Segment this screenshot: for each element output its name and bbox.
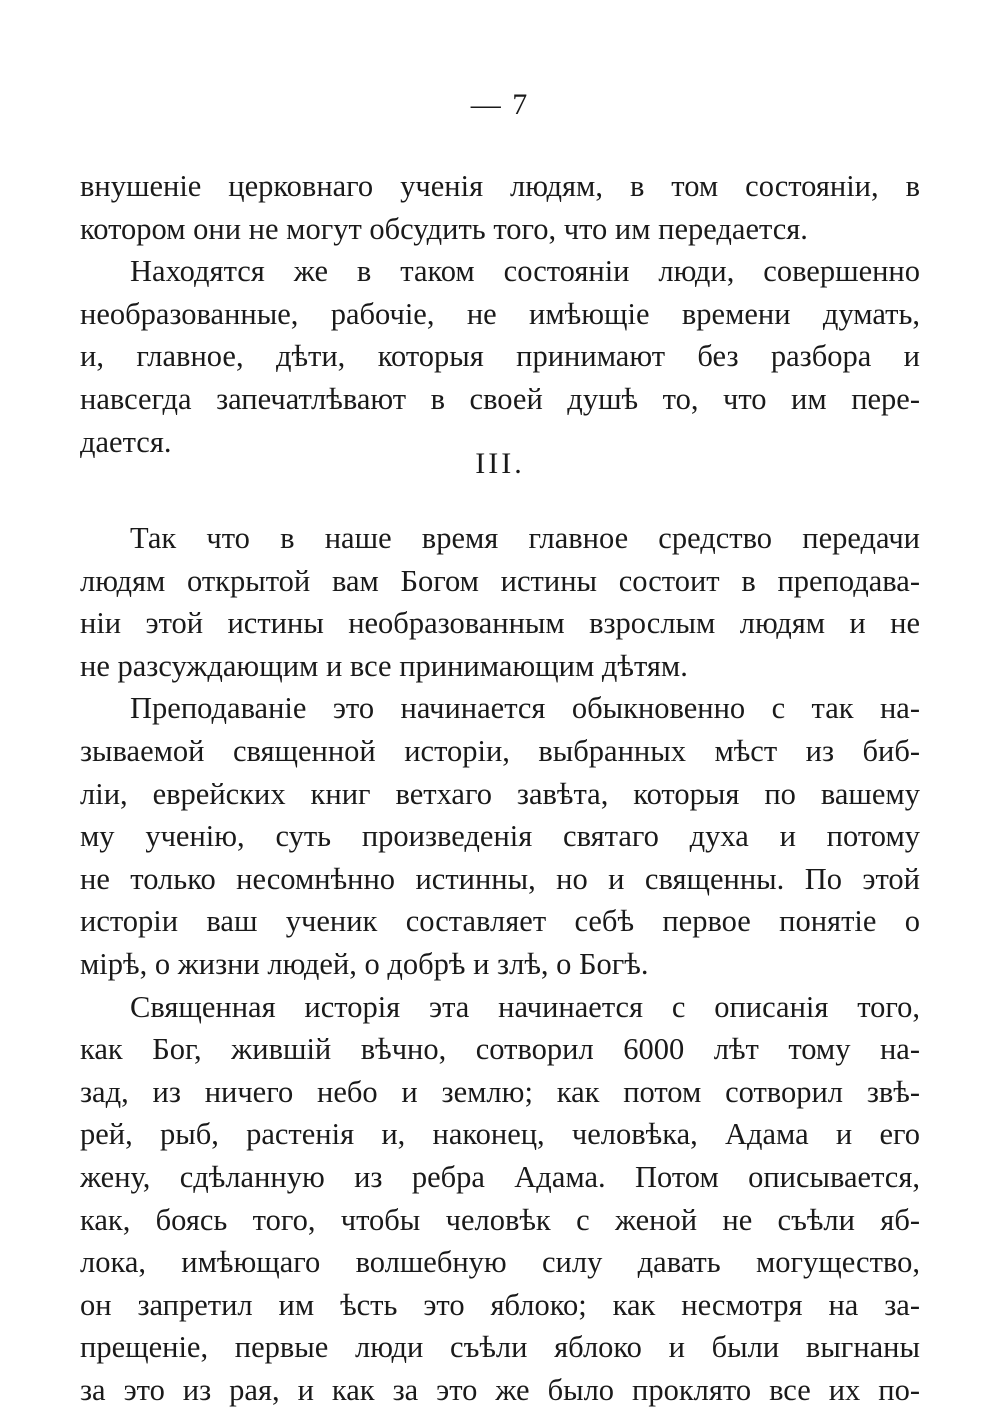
text-line: мірѣ, о жизни людей, о добрѣ и злѣ, о Богѣ. [80,946,649,981]
text-line: людям открытой вам Богом истины состоит в преподава- [80,563,920,598]
text-line: рей, рыб, растенія и, наконец, человѣка, Адама и его [80,1117,920,1152]
text-line: дается. [80,424,172,459]
text-block-continuation [80,165,920,463]
text-line: ніи этой истины необразованным взрослым людям и не [80,606,920,641]
text-line: навсегда запечатлѣвают в своей душѣ то, что им пере- [80,381,920,416]
text-line: как Бог, жившій вѣчно, сотворил 6000 лѣт тому на- [80,1032,920,1067]
text-line: за это из рая, и как за это же было проклято все их по- [80,1372,920,1407]
text-line: исторіи ваш ученик составляет себѣ первое понятіе о [80,904,920,939]
text-block-section-iii [80,517,920,1411]
text-line: прещеніе, первые люди съѣли яблоко и были выгнаны [80,1330,920,1365]
text-line: необразованные, рабочіе, не имѣющіе времени думать, [80,296,920,331]
text-line: му ученію, суть произведенія святаго духа и потому [80,819,920,854]
text-line: лока, имѣющаго волшебную силу давать могущество, [80,1245,920,1280]
text-line: Находятся же в таком состояніи люди, совершенно [130,254,920,289]
text-line: Священная исторія эта начинается с описанія того, [130,989,920,1024]
text-line: зад, из ничего небо и землю; как потом сотворил звѣ- [80,1074,920,1109]
text-line: зываемой священной исторіи, выбранных мѣст из биб- [80,733,920,768]
text-line: котором они не могут обсудить того, что им передается. [80,211,808,246]
page-number: — 7 [470,88,530,121]
text-line: ліи, еврейских книг ветхаго завѣта, которыя по вашему [80,776,920,811]
text-line: не разсуждающим и все принимающим дѣтям. [80,648,688,683]
text-line: Так что в наше время главное средство передачи [130,521,920,555]
text-line: жену, сдѣланную из ребра Адама. Потом описывается, [80,1159,920,1194]
text-line: не только несомнѣнно истинны, но и священны. По этой [80,861,920,896]
section-heading: III. [475,447,525,480]
text-line: и, главное, дѣти, которыя принимают без разбора и [80,339,920,374]
text-line: Преподаваніе это начинается обыкновенно с так на- [130,691,920,726]
text-line: внушеніе церковнаго ученія людям, в том состояніи, в [80,169,920,203]
text-line: он запретил им ѣсть это яблоко; как несмотря на за- [80,1287,920,1322]
text-line: как, боясь того, чтобы человѣк с женой не съѣли яб- [80,1202,920,1237]
